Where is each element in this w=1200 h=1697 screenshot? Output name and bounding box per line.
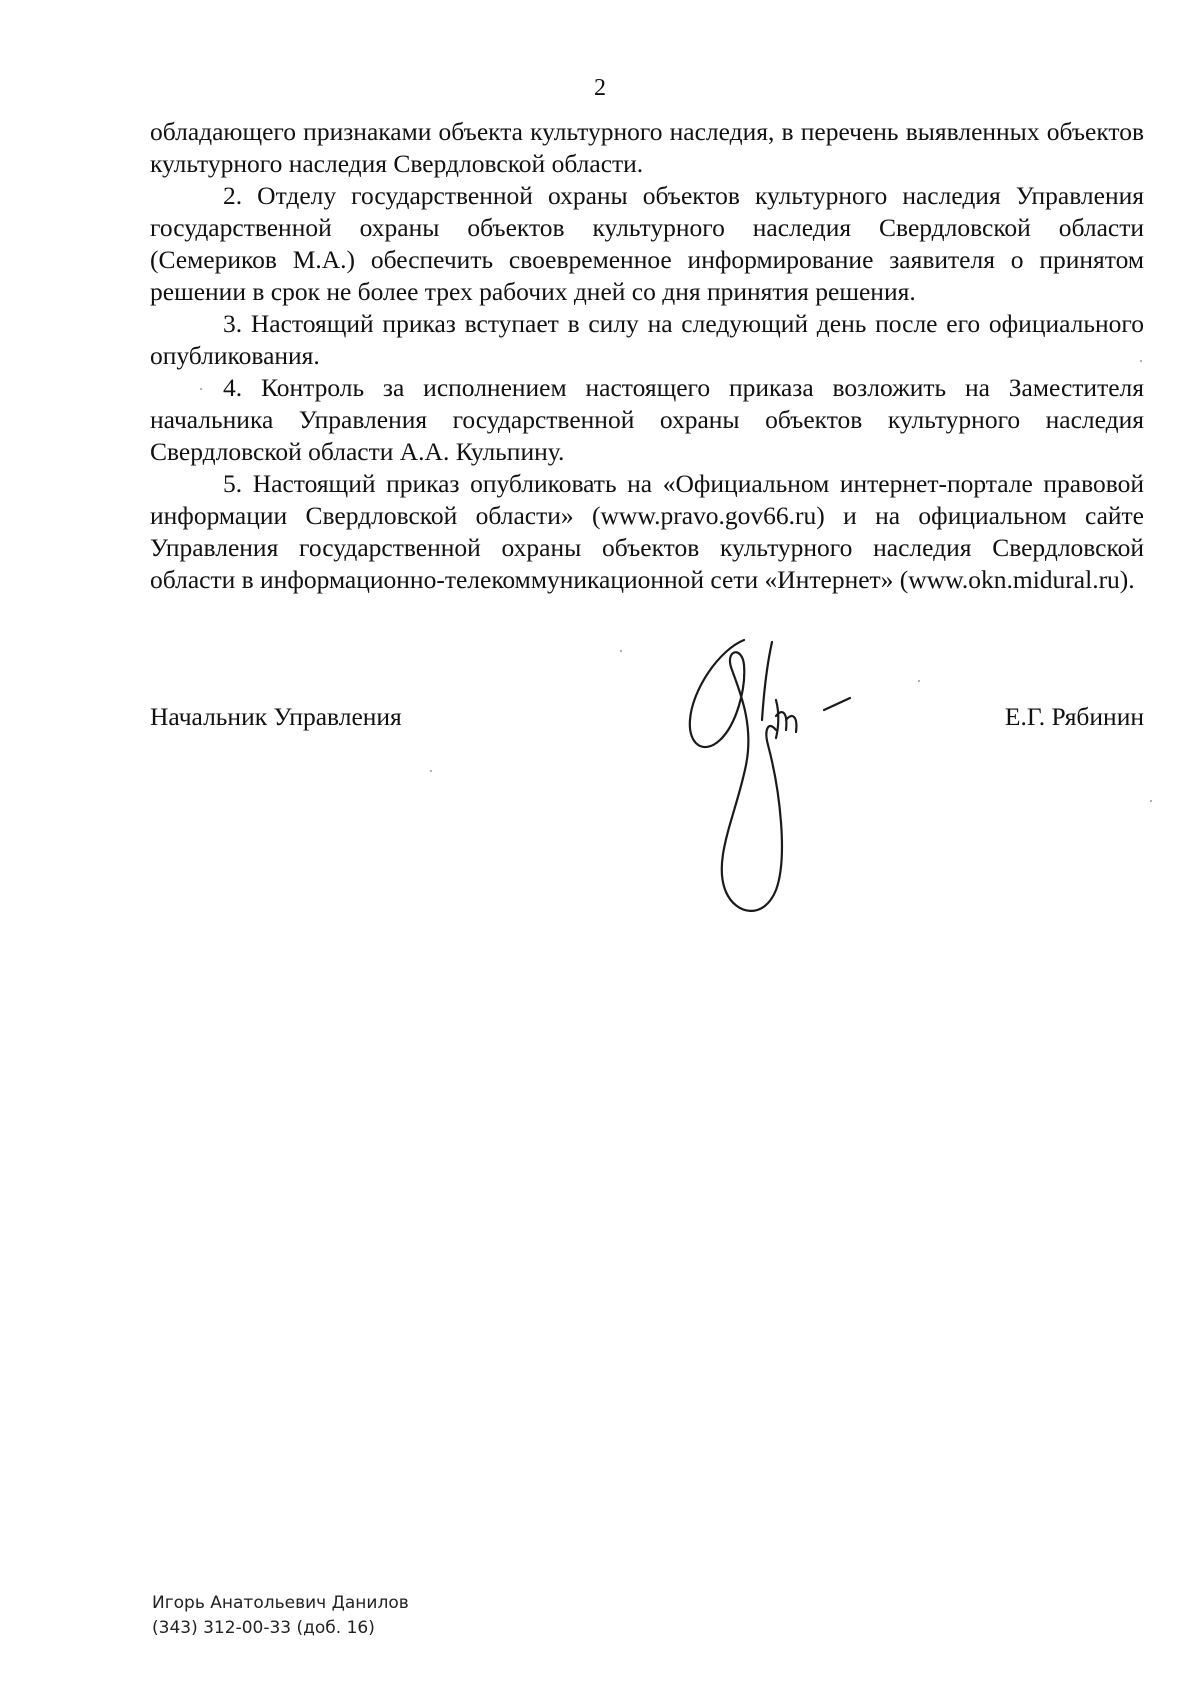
document-body — [150, 116, 1144, 596]
paragraph-item-3: 3. Настоящий приказ вступает в силу на следующий день после его официального опубликования. — [150, 309, 1144, 370]
paragraph-item-5: 5. Настоящий приказ опубликовать на «Официальном интернет-портале правовой информации Свердловской области» (www.pravo.gov66.ru) и на официальном сайте Управления государственной охраны объектов культурного наследия Свердловской области в информационно-телекоммуникационной сети «Интернет» (www.okn.midural.ru). — [150, 469, 1144, 594]
scan-speck — [200, 388, 202, 390]
page-number: 2 — [594, 75, 606, 101]
scan-speck — [918, 680, 920, 682]
signatory-name: Е.Г. Рябинин — [1004, 702, 1144, 731]
executor-info — [152, 1591, 409, 1641]
signatory-title: Начальник Управления — [150, 702, 402, 731]
scan-speck — [1150, 800, 1152, 802]
scan-speck — [430, 770, 432, 772]
paragraph-continuation: обладающего признаками объекта культурного наследия, в перечень выявленных объектов культурного наследия Свердловской области. — [150, 117, 1144, 178]
executor-phone: (343) 312-00-33 (доб. 16) — [152, 1618, 375, 1638]
scan-speck — [620, 650, 622, 652]
handwritten-signature — [684, 630, 884, 940]
paragraph-item-4: 4. Контроль за исполнением настоящего приказа возложить на Заместителя начальника Управления государственной охраны объектов культурного наследия Свердловской области А.А. Кульпину. — [150, 373, 1144, 466]
scan-speck — [1140, 360, 1142, 362]
executor-name: Игорь Анатольевич Данилов — [152, 1593, 409, 1613]
paragraph-item-2: 2. Отделу государственной охраны объектов культурного наследия Управления государственной охраны объектов культурного наследия Свердловской области (Семериков М.А.) обеспечить своевременное информирование заявителя о принятом решении в срок не более трех рабочих дней со дня принятия решения. — [150, 181, 1144, 306]
